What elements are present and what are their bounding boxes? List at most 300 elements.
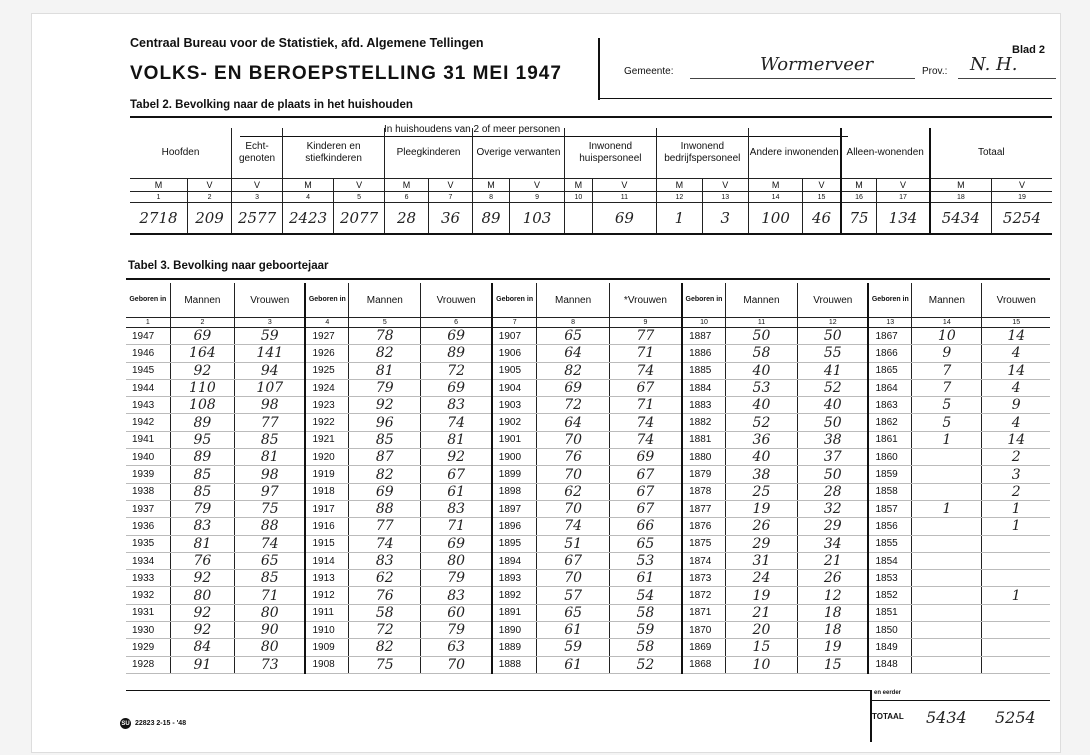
mannen-cell: 62 <box>537 483 609 500</box>
col-number: 8 <box>472 192 509 203</box>
year-cell: 1857 <box>868 500 911 517</box>
vrouwen-cell <box>982 639 1050 656</box>
year-cell: 1924 <box>305 379 348 396</box>
mannen-cell: 21 <box>725 604 797 621</box>
vrouwen-cell: 67 <box>609 466 682 483</box>
vrouwen-cell: 37 <box>798 449 869 466</box>
vrouwen-cell: 80 <box>235 604 306 621</box>
vrouwen-cell: 74 <box>235 535 306 552</box>
vrouwen-cell: 18 <box>798 622 869 639</box>
vrouwen-cell: 61 <box>421 483 492 500</box>
col-mannen: Mannen <box>725 283 797 318</box>
mannen-cell: 52 <box>725 414 797 431</box>
col-mannen: Mannen <box>537 283 609 318</box>
vrouwen-cell: 58 <box>609 639 682 656</box>
table-row <box>126 518 1050 535</box>
mannen-cell: 1 <box>912 431 982 448</box>
year-cell: 1884 <box>682 379 725 396</box>
mannen-cell: 110 <box>170 379 234 396</box>
col-number: 19 <box>992 192 1052 203</box>
col-echtgenoten: Echt-genoten <box>232 128 283 179</box>
vrouwen-cell: 71 <box>609 345 682 362</box>
vrouwen-cell: 65 <box>235 552 306 569</box>
tabel3-bottom-rule <box>126 690 870 691</box>
vrouwen-cell: 80 <box>421 552 492 569</box>
vrouwen-cell: 3 <box>982 466 1050 483</box>
vrouwen-cell: 2 <box>982 449 1050 466</box>
mannen-cell: 89 <box>170 414 234 431</box>
col-number: 9 <box>510 192 565 203</box>
year-cell: 1920 <box>305 449 348 466</box>
form-title: VOLKS- EN BEROEPSTELLING 31 MEI 1947 <box>130 63 562 84</box>
col-number: 13 <box>868 318 911 328</box>
year-cell: 1900 <box>492 449 537 466</box>
vrouwen-cell: 40 <box>798 397 869 414</box>
year-cell: 1880 <box>682 449 725 466</box>
vrouwen-cell: 67 <box>609 500 682 517</box>
vrouwen-cell: 74 <box>421 414 492 431</box>
mannen-cell: 20 <box>725 622 797 639</box>
col-number: 6 <box>421 318 492 328</box>
year-cell: 1943 <box>126 397 170 414</box>
mv-cell: M <box>130 179 187 192</box>
year-cell: 1929 <box>126 639 170 656</box>
year-cell: 1852 <box>868 587 911 604</box>
year-cell: 1902 <box>492 414 537 431</box>
vrouwen-cell: 14 <box>982 362 1050 379</box>
mannen-cell: 58 <box>725 345 797 362</box>
mv-cell: M <box>472 179 509 192</box>
tabel2-title: Tabel 2. Bevolking naar de plaats in het huishouden <box>130 99 413 111</box>
mannen-cell: 76 <box>170 552 234 569</box>
mannen-cell: 85 <box>349 431 421 448</box>
vrouwen-cell: 69 <box>609 449 682 466</box>
year-cell: 1855 <box>868 535 911 552</box>
col-pleegkinderen: Pleegkinderen <box>385 128 473 179</box>
col-number: 18 <box>930 192 992 203</box>
year-cell: 1937 <box>126 500 170 517</box>
vrouwen-cell: 71 <box>421 518 492 535</box>
col-mannen: Mannen <box>170 283 234 318</box>
vrouwen-cell: 79 <box>421 622 492 639</box>
col-bedrijfspersoneel: Inwonend bedrijfspersoneel <box>656 128 748 179</box>
mannen-cell <box>912 639 982 656</box>
year-cell: 1860 <box>868 449 911 466</box>
vrouwen-cell: 88 <box>235 518 306 535</box>
year-cell: 1895 <box>492 535 537 552</box>
col-number: 11 <box>725 318 797 328</box>
vrouwen-cell: 71 <box>235 587 306 604</box>
prov-label: Prov.: <box>922 66 948 77</box>
col-number: 14 <box>748 192 803 203</box>
year-cell: 1907 <box>492 328 537 345</box>
year-cell: 1856 <box>868 518 911 535</box>
year-cell: 1923 <box>305 397 348 414</box>
year-cell: 1922 <box>305 414 348 431</box>
vrouwen-cell: 53 <box>609 552 682 569</box>
mannen-cell: 84 <box>170 639 234 656</box>
table-row <box>126 656 1050 673</box>
col-number: 12 <box>798 318 869 328</box>
vrouwen-cell: 55 <box>798 345 869 362</box>
vrouwen-cell: 4 <box>982 345 1050 362</box>
mannen-cell: 59 <box>537 639 609 656</box>
mannen-cell: 91 <box>170 656 234 673</box>
mannen-cell: 92 <box>349 397 421 414</box>
mannen-cell: 92 <box>170 622 234 639</box>
mannen-cell: 19 <box>725 500 797 517</box>
mannen-cell: 36 <box>725 431 797 448</box>
value-cell: 2077 <box>334 203 385 235</box>
vrouwen-cell: 92 <box>421 449 492 466</box>
year-cell: 1935 <box>126 535 170 552</box>
vrouwen-cell: 32 <box>798 500 869 517</box>
mv-cell: V <box>803 179 841 192</box>
vrouwen-cell: 69 <box>421 535 492 552</box>
table-row <box>126 328 1050 345</box>
mannen-cell: 74 <box>349 535 421 552</box>
value-cell: 28 <box>385 203 429 235</box>
col-number: 1 <box>130 192 187 203</box>
year-cell: 1928 <box>126 656 170 673</box>
mannen-cell: 51 <box>537 535 609 552</box>
mannen-cell: 82 <box>349 345 421 362</box>
value-cell: 2423 <box>283 203 334 235</box>
vrouwen-cell: 89 <box>421 345 492 362</box>
year-cell: 1918 <box>305 483 348 500</box>
tabel3-header-row <box>126 283 1050 318</box>
vrouwen-cell: 72 <box>421 362 492 379</box>
col-huispersoneel: Inwonend huispersoneel <box>564 128 656 179</box>
year-cell: 1853 <box>868 570 911 587</box>
mannen-cell: 92 <box>170 570 234 587</box>
mannen-cell: 92 <box>170 604 234 621</box>
year-cell: 1886 <box>682 345 725 362</box>
vrouwen-cell: 79 <box>421 570 492 587</box>
year-cell: 1894 <box>492 552 537 569</box>
year-cell: 1903 <box>492 397 537 414</box>
mannen-cell: 82 <box>537 362 609 379</box>
mannen-cell: 67 <box>537 552 609 569</box>
vrouwen-cell: 67 <box>421 466 492 483</box>
vrouwen-cell: 12 <box>798 587 869 604</box>
prov-line <box>958 78 1056 79</box>
year-cell: 1905 <box>492 362 537 379</box>
year-cell: 1934 <box>126 552 170 569</box>
vrouwen-cell: 85 <box>235 431 306 448</box>
year-cell: 1871 <box>682 604 725 621</box>
mannen-cell: 87 <box>349 449 421 466</box>
year-cell: 1850 <box>868 622 911 639</box>
vrouwen-cell: 60 <box>421 604 492 621</box>
col-number: 3 <box>235 318 306 328</box>
col-number: 2 <box>170 318 234 328</box>
vrouwen-cell: 59 <box>609 622 682 639</box>
mannen-cell: 61 <box>537 656 609 673</box>
value-cell: 134 <box>877 203 930 235</box>
mannen-cell: 15 <box>725 639 797 656</box>
vrouwen-cell: 58 <box>609 604 682 621</box>
tabel3-number-row <box>126 318 1050 328</box>
year-cell: 1851 <box>868 604 911 621</box>
year-cell: 1927 <box>305 328 348 345</box>
year-cell: 1899 <box>492 466 537 483</box>
gemeente-line <box>690 78 915 79</box>
col-number: 4 <box>305 318 348 328</box>
year-cell: 1854 <box>868 552 911 569</box>
year-cell: 1925 <box>305 362 348 379</box>
year-cell: 1875 <box>682 535 725 552</box>
mannen-cell: 24 <box>725 570 797 587</box>
table-row <box>126 639 1050 656</box>
mannen-cell <box>912 570 982 587</box>
mannen-cell: 57 <box>537 587 609 604</box>
year-cell: 1913 <box>305 570 348 587</box>
table-row <box>126 397 1050 414</box>
mannen-cell <box>912 449 982 466</box>
col-number: 4 <box>283 192 334 203</box>
value-cell: 36 <box>429 203 473 235</box>
mannen-cell: 96 <box>349 414 421 431</box>
col-hoofden: Hoofden <box>161 147 200 158</box>
table-row <box>126 431 1050 448</box>
tabel3-body <box>126 328 1050 674</box>
year-cell: 1910 <box>305 622 348 639</box>
mannen-cell: 78 <box>349 328 421 345</box>
gemeente-label: Gemeente: <box>624 66 674 77</box>
mannen-cell <box>912 535 982 552</box>
year-cell: 1915 <box>305 535 348 552</box>
col-vrouwen: *Vrouwen <box>609 283 682 318</box>
table-row <box>126 466 1050 483</box>
vrouwen-cell: 74 <box>609 431 682 448</box>
vrouwen-cell: 1 <box>982 587 1050 604</box>
mannen-cell: 1 <box>912 500 982 517</box>
mv-cell: V <box>429 179 473 192</box>
vrouwen-cell: 38 <box>798 431 869 448</box>
col-number: 7 <box>492 318 537 328</box>
mannen-cell: 25 <box>725 483 797 500</box>
col-number: 11 <box>592 192 656 203</box>
publisher-logo-icon: SU <box>120 718 131 729</box>
mannen-cell: 10 <box>912 328 982 345</box>
header-rule <box>600 98 1052 99</box>
mannen-cell: 70 <box>537 431 609 448</box>
mannen-cell: 40 <box>725 397 797 414</box>
col-vrouwen: Vrouwen <box>421 283 492 318</box>
mannen-cell: 81 <box>349 362 421 379</box>
col-number: 1 <box>126 318 170 328</box>
vrouwen-cell: 74 <box>609 362 682 379</box>
mannen-cell <box>912 622 982 639</box>
vrouwen-cell: 50 <box>798 328 869 345</box>
year-cell: 1917 <box>305 500 348 517</box>
table-row <box>126 345 1050 362</box>
year-cell: 1944 <box>126 379 170 396</box>
col-kinderen: Kinderen en stiefkinderen <box>283 128 385 179</box>
en-eerder-label: en eerder <box>874 690 902 696</box>
year-cell: 1885 <box>682 362 725 379</box>
vrouwen-cell <box>982 604 1050 621</box>
mannen-cell <box>912 587 982 604</box>
mannen-cell: 70 <box>537 466 609 483</box>
mannen-cell: 92 <box>170 362 234 379</box>
mv-cell: M <box>283 179 334 192</box>
year-cell: 1879 <box>682 466 725 483</box>
vrouwen-cell: 75 <box>235 500 306 517</box>
col-mannen: Mannen <box>912 283 982 318</box>
vrouwen-cell: 52 <box>798 379 869 396</box>
vrouwen-cell: 67 <box>609 483 682 500</box>
value-cell <box>564 203 592 235</box>
year-cell: 1881 <box>682 431 725 448</box>
year-cell: 1930 <box>126 622 170 639</box>
mannen-cell: 69 <box>349 483 421 500</box>
vrouwen-cell: 141 <box>235 345 306 362</box>
year-cell: 1946 <box>126 345 170 362</box>
mannen-cell: 80 <box>170 587 234 604</box>
vrouwen-cell: 70 <box>421 656 492 673</box>
mannen-cell: 65 <box>537 604 609 621</box>
vrouwen-cell: 18 <box>798 604 869 621</box>
value-cell: 100 <box>748 203 803 235</box>
tabel2-sex-row <box>130 179 1052 192</box>
tabel2-number-row <box>130 192 1052 203</box>
vrouwen-cell: 83 <box>421 397 492 414</box>
vrouwen-cell: 77 <box>609 328 682 345</box>
col-number: 5 <box>349 318 421 328</box>
col-number: 9 <box>609 318 682 328</box>
value-cell: 209 <box>187 203 231 235</box>
mannen-cell: 164 <box>170 345 234 362</box>
year-cell: 1868 <box>682 656 725 673</box>
vrouwen-cell: 107 <box>235 379 306 396</box>
year-cell: 1921 <box>305 431 348 448</box>
col-vrouwen: Vrouwen <box>798 283 869 318</box>
year-cell: 1893 <box>492 570 537 587</box>
tabel2-top-rule <box>130 116 1052 118</box>
tabel3 <box>126 283 1050 674</box>
col-totaal: Totaal <box>930 128 1052 179</box>
year-cell: 1866 <box>868 345 911 362</box>
value-cell: 2577 <box>232 203 283 235</box>
year-cell: 1848 <box>868 656 911 673</box>
year-cell: 1869 <box>682 639 725 656</box>
year-cell: 1942 <box>126 414 170 431</box>
table-row <box>126 587 1050 604</box>
totaal-label: TOTAAL <box>872 712 904 721</box>
year-cell: 1865 <box>868 362 911 379</box>
mannen-cell: 65 <box>537 328 609 345</box>
vrouwen-cell: 52 <box>609 656 682 673</box>
year-cell: 1945 <box>126 362 170 379</box>
vrouwen-cell: 59 <box>235 328 306 345</box>
col-number: 10 <box>682 318 725 328</box>
year-cell: 1901 <box>492 431 537 448</box>
mannen-cell: 95 <box>170 431 234 448</box>
col-geboren-in: Geboren in <box>682 283 725 318</box>
vrouwen-cell: 94 <box>235 362 306 379</box>
mannen-cell: 58 <box>349 604 421 621</box>
year-cell: 1911 <box>305 604 348 621</box>
mannen-cell: 64 <box>537 414 609 431</box>
mv-cell: M <box>930 179 992 192</box>
mannen-cell: 81 <box>170 535 234 552</box>
mv-cell: M <box>656 179 702 192</box>
year-cell: 1897 <box>492 500 537 517</box>
mv-cell: V <box>187 179 231 192</box>
year-cell: 1938 <box>126 483 170 500</box>
year-cell: 1890 <box>492 622 537 639</box>
vrouwen-cell: 9 <box>982 397 1050 414</box>
mv-cell: M <box>564 179 592 192</box>
vrouwen-cell: 54 <box>609 587 682 604</box>
mv-cell: M <box>748 179 803 192</box>
table-row <box>126 604 1050 621</box>
value-cell: 75 <box>841 203 877 235</box>
mv-cell: V <box>702 179 748 192</box>
table-row <box>126 379 1050 396</box>
year-cell: 1874 <box>682 552 725 569</box>
vrouwen-cell: 1 <box>982 518 1050 535</box>
year-cell: 1916 <box>305 518 348 535</box>
year-cell: 1933 <box>126 570 170 587</box>
mannen-cell: 62 <box>349 570 421 587</box>
mv-cell: V <box>592 179 656 192</box>
tabel2-value-row <box>130 203 1052 235</box>
year-cell: 1876 <box>682 518 725 535</box>
col-number: 10 <box>564 192 592 203</box>
year-cell: 1887 <box>682 328 725 345</box>
year-cell: 1906 <box>492 345 537 362</box>
year-cell: 1898 <box>492 483 537 500</box>
year-cell: 1936 <box>126 518 170 535</box>
year-cell: 1939 <box>126 466 170 483</box>
mannen-cell: 70 <box>537 570 609 587</box>
vrouwen-cell <box>982 622 1050 639</box>
mannen-cell: 79 <box>349 379 421 396</box>
vrouwen-cell <box>982 552 1050 569</box>
year-cell: 1891 <box>492 604 537 621</box>
mv-cell: V <box>232 179 283 192</box>
year-cell: 1849 <box>868 639 911 656</box>
vrouwen-cell: 67 <box>609 379 682 396</box>
bureau-heading: Centraal Bureau voor de Statistiek, afd. Algemene Tellingen <box>130 36 484 50</box>
vrouwen-cell <box>982 535 1050 552</box>
year-cell: 1878 <box>682 483 725 500</box>
blad-label: Blad 2 <box>1012 44 1046 56</box>
value-cell: 89 <box>472 203 509 235</box>
vrouwen-cell <box>982 570 1050 587</box>
year-cell: 1912 <box>305 587 348 604</box>
footer <box>120 718 186 729</box>
mannen-cell: 40 <box>725 449 797 466</box>
mannen-cell <box>912 552 982 569</box>
mannen-cell: 61 <box>537 622 609 639</box>
mannen-cell: 53 <box>725 379 797 396</box>
mannen-cell: 40 <box>725 362 797 379</box>
mannen-cell: 7 <box>912 362 982 379</box>
mannen-cell: 76 <box>537 449 609 466</box>
vrouwen-cell: 14 <box>982 431 1050 448</box>
year-cell: 1859 <box>868 466 911 483</box>
mannen-cell: 83 <box>349 552 421 569</box>
col-number: 3 <box>232 192 283 203</box>
vrouwen-cell: 29 <box>798 518 869 535</box>
table-row <box>126 483 1050 500</box>
mv-cell: V <box>992 179 1052 192</box>
table-row <box>126 622 1050 639</box>
